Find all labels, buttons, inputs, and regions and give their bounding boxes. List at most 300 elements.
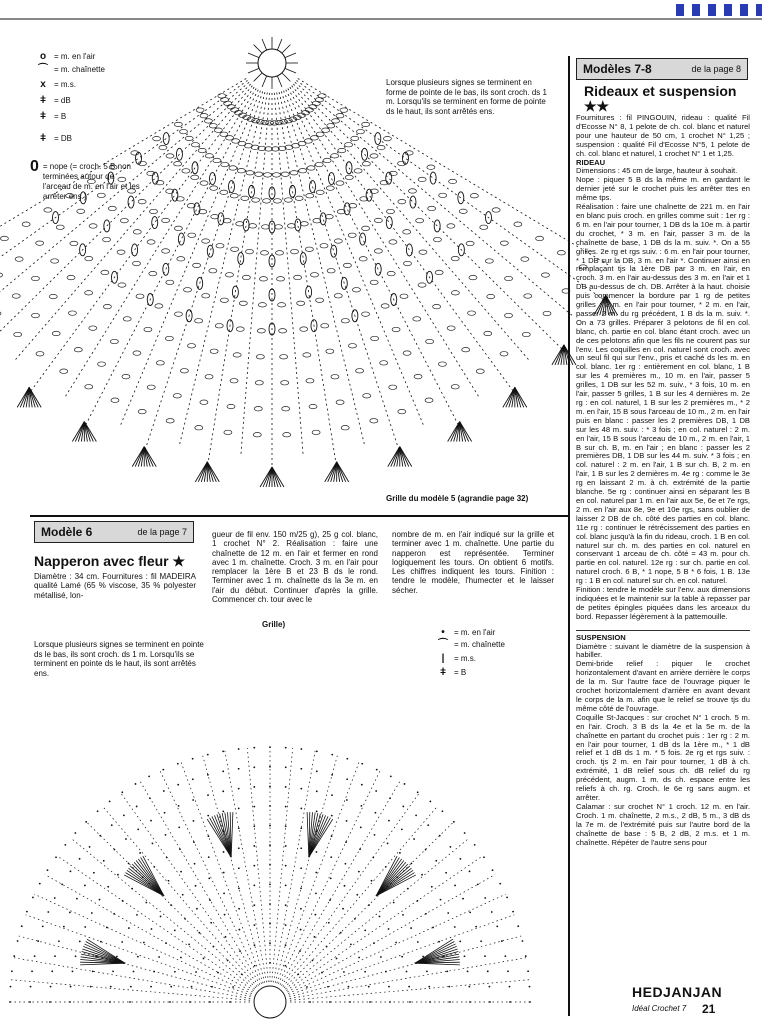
chain-dot bbox=[92, 970, 94, 972]
chain-loop bbox=[36, 241, 44, 245]
chain-dot bbox=[484, 955, 486, 957]
chain-stitch-icon: • bbox=[441, 627, 445, 638]
chain-loop bbox=[322, 128, 330, 132]
chain-dot bbox=[151, 928, 153, 930]
chain-dot bbox=[203, 958, 205, 960]
bobble-mark bbox=[410, 196, 416, 208]
chain-dot bbox=[182, 894, 184, 896]
slip-stitch-icon: ⌒ bbox=[438, 639, 448, 650]
chain-dot bbox=[192, 758, 194, 760]
chain-dot bbox=[210, 922, 212, 924]
chain-loop bbox=[67, 275, 75, 279]
chain-dot bbox=[139, 852, 141, 854]
doily-spoke bbox=[57, 856, 254, 991]
chain-dot bbox=[300, 768, 302, 770]
chain-loop bbox=[418, 177, 426, 181]
chain-loop bbox=[15, 257, 23, 261]
chain-dot bbox=[346, 778, 348, 780]
bobble-mark bbox=[238, 253, 244, 265]
chain-dot bbox=[85, 821, 87, 823]
crochet-chart-bottom bbox=[0, 627, 566, 1024]
chain-loop bbox=[191, 143, 199, 147]
chain-loop bbox=[284, 198, 292, 202]
bobble-mark bbox=[320, 213, 326, 225]
chain-dot bbox=[360, 826, 362, 828]
chain-loop bbox=[484, 331, 492, 335]
chain-dot bbox=[222, 770, 224, 772]
chain-dot bbox=[345, 863, 347, 865]
chain-loop bbox=[541, 273, 549, 277]
chain-loop bbox=[49, 294, 57, 298]
chain-loop bbox=[118, 283, 126, 287]
chain-dot bbox=[360, 805, 362, 807]
chain-dot bbox=[113, 913, 115, 915]
modele6-header bbox=[34, 521, 194, 543]
chain-loop bbox=[239, 301, 247, 305]
chain-dot bbox=[163, 790, 165, 792]
chain-dot bbox=[150, 986, 152, 988]
chain-dot bbox=[336, 958, 338, 960]
chain-loop bbox=[253, 433, 261, 437]
chain-loop bbox=[276, 251, 284, 255]
chain-dot bbox=[477, 884, 479, 886]
chain-loop bbox=[133, 230, 141, 234]
bobble-mark bbox=[172, 189, 178, 201]
chain-loop bbox=[195, 319, 203, 323]
chain-loop bbox=[273, 199, 281, 203]
chain-dot bbox=[285, 865, 287, 867]
chain-dot bbox=[13, 955, 15, 957]
chain-dot bbox=[411, 863, 413, 865]
chain-dot bbox=[346, 820, 348, 822]
chain-dot bbox=[387, 843, 389, 845]
chain-dot bbox=[454, 926, 456, 928]
chain-loop bbox=[103, 237, 111, 241]
chain-dot bbox=[269, 766, 271, 768]
chain-loop bbox=[209, 269, 217, 273]
doily-spoke bbox=[283, 807, 437, 987]
chain-loop bbox=[279, 329, 287, 333]
chain-loop bbox=[439, 193, 447, 197]
chain-dot bbox=[453, 821, 455, 823]
legend-label: = m.s. bbox=[454, 654, 477, 663]
chain-dot bbox=[253, 845, 255, 847]
chain-dot bbox=[125, 838, 127, 840]
chart-spoke bbox=[0, 79, 249, 317]
chain-loop bbox=[144, 327, 152, 331]
body-paragraph: Demi-bride relief : piquer le crochet horizontalement d'avant en arrière derrière le corps de la m. Sur l'autre face de l'ouvrage piquer le crochet horizontalement d'arrière en avant devant le corps de la m. afin que le relief se trouve tjs du même côté de l'ouvrage. bbox=[576, 659, 750, 713]
center-stitch bbox=[254, 45, 262, 53]
center-stitch bbox=[254, 73, 262, 81]
chain-loop bbox=[111, 398, 119, 402]
chain-dot bbox=[346, 799, 348, 801]
chain-loop bbox=[242, 275, 250, 279]
chain-dot bbox=[464, 832, 466, 834]
chain-dot bbox=[484, 897, 486, 899]
chain-loop bbox=[389, 385, 397, 389]
chain-loop bbox=[280, 355, 288, 359]
chain-dot bbox=[375, 790, 377, 792]
chain-dot bbox=[345, 841, 347, 843]
chain-loop bbox=[462, 347, 470, 351]
chain-dot bbox=[223, 851, 225, 853]
chain-dot bbox=[21, 925, 23, 927]
chain-loop bbox=[418, 283, 426, 287]
chain-loop bbox=[287, 224, 295, 228]
chain-dot bbox=[174, 930, 176, 932]
chain-loop bbox=[295, 196, 303, 200]
chain-dot bbox=[269, 805, 271, 807]
chain-dot bbox=[128, 863, 130, 865]
chain-loop bbox=[138, 409, 146, 413]
chain-dot bbox=[208, 835, 210, 837]
chain-loop bbox=[327, 124, 335, 128]
chain-dot bbox=[356, 894, 358, 896]
chain-dot bbox=[137, 956, 139, 958]
chain-dot bbox=[449, 1001, 451, 1003]
caption-top: Grille du modèle 5 (agrandie page 32) bbox=[386, 494, 529, 503]
chain-dot bbox=[76, 898, 78, 900]
chain-dot bbox=[368, 904, 370, 906]
modele78-title: Rideaux et suspension ★★ bbox=[584, 83, 737, 114]
chain-dot bbox=[380, 956, 382, 958]
chain-dot bbox=[189, 1001, 191, 1003]
chain-dot bbox=[354, 918, 356, 920]
chain-loop bbox=[202, 239, 210, 243]
doily-spoke bbox=[225, 751, 267, 982]
chain-dot bbox=[300, 748, 302, 750]
chain-loop bbox=[241, 196, 249, 200]
chain-dot bbox=[238, 827, 240, 829]
body-paragraph: Fournitures : fil PINGOUIN, rideau : qualité Fil d'Ecosse N° 8, 1 pelote de ch. col. blanc et naturel pour une hauteur de 50 cm, 1 crochet N° 1,25 ; suspension : qualité Fil d'Ecosse N°5, 1 pelote de ch. col. blanc et naturel, 1 crochet N° 1 et 1,25. bbox=[576, 113, 750, 158]
chain-loop bbox=[270, 121, 278, 125]
fan-stitch bbox=[132, 864, 164, 896]
chain-loop bbox=[138, 161, 146, 165]
doily-center-ring bbox=[254, 986, 286, 1018]
chain-dot bbox=[426, 971, 428, 973]
chain-dot bbox=[170, 904, 172, 906]
bobble-mark bbox=[290, 185, 296, 197]
single-crochet-icon: | bbox=[441, 653, 445, 664]
chain-loop bbox=[162, 249, 170, 253]
doily-spoke bbox=[103, 807, 257, 987]
chain-dot bbox=[106, 927, 108, 929]
chain-loop bbox=[133, 351, 141, 355]
chain-loop bbox=[188, 344, 196, 348]
chain-loop bbox=[351, 136, 359, 140]
doily-spoke bbox=[286, 856, 483, 991]
fan-stitch bbox=[376, 868, 411, 896]
chain-dot bbox=[222, 790, 224, 792]
chain-dot bbox=[121, 791, 123, 793]
doily-spoke bbox=[247, 748, 268, 982]
chain-loop bbox=[220, 132, 228, 136]
chain-dot bbox=[285, 885, 287, 887]
chain-dot bbox=[188, 943, 190, 945]
chain-loop bbox=[300, 222, 308, 226]
chain-dot bbox=[389, 797, 391, 799]
chain-loop bbox=[120, 218, 128, 222]
double-crochet-icon: ǂ bbox=[40, 111, 46, 122]
legend-label: = m. en l'air bbox=[54, 52, 96, 61]
chain-loop bbox=[87, 179, 95, 183]
chain-dot bbox=[492, 869, 494, 871]
chain-loop bbox=[149, 209, 157, 213]
chain-dot bbox=[238, 847, 240, 849]
doily-spoke bbox=[280, 781, 400, 985]
bobble-mark bbox=[232, 286, 238, 298]
chain-loop bbox=[343, 263, 351, 267]
chain-dot bbox=[410, 927, 412, 929]
chain-loop bbox=[425, 398, 433, 402]
chain-loop bbox=[109, 165, 117, 169]
chain-loop bbox=[362, 122, 370, 126]
body-paragraph: Dimensions : 45 cm de large, hauteur à souhait. bbox=[576, 166, 738, 176]
chain-loop bbox=[153, 136, 161, 140]
chain-dot bbox=[328, 922, 330, 924]
chain-loop bbox=[272, 173, 280, 177]
chain-dot bbox=[432, 927, 434, 929]
chain-loop bbox=[133, 261, 141, 265]
chain-dot bbox=[58, 940, 60, 942]
chain-dot bbox=[238, 908, 240, 910]
chain-dot bbox=[169, 1001, 171, 1003]
chain-loop bbox=[323, 158, 331, 162]
chain-dot bbox=[401, 829, 403, 831]
chain-loop bbox=[383, 136, 391, 140]
chain-loop bbox=[118, 177, 126, 181]
top-edge-line bbox=[0, 18, 762, 20]
chain-dot bbox=[130, 986, 132, 988]
chain-dot bbox=[54, 897, 56, 899]
chain-dot bbox=[314, 914, 316, 916]
chain-loop bbox=[277, 277, 285, 281]
legend-label: = m. chaînette bbox=[454, 640, 505, 649]
chain-dot bbox=[415, 815, 417, 817]
chain-dot bbox=[316, 750, 318, 752]
chain-dot bbox=[269, 746, 271, 748]
chain-dot bbox=[164, 812, 166, 814]
chain-dot bbox=[90, 986, 92, 988]
chain-loop bbox=[255, 381, 263, 385]
chain-dot bbox=[195, 971, 197, 973]
chain-loop bbox=[307, 166, 315, 170]
chain-dot bbox=[285, 924, 287, 926]
chain-dot bbox=[373, 942, 375, 944]
fan-spokes bbox=[0, 78, 611, 476]
chain-dot bbox=[361, 763, 363, 765]
chain-loop bbox=[196, 108, 204, 112]
chain-dot bbox=[253, 825, 255, 827]
chain-loop bbox=[345, 175, 353, 179]
bobble-mark bbox=[295, 219, 301, 231]
chain-loop bbox=[205, 154, 213, 158]
center-stitch bbox=[248, 53, 259, 58]
chain-dot bbox=[504, 955, 506, 957]
chain-loop bbox=[505, 276, 513, 280]
chain-loop bbox=[362, 312, 370, 316]
chain-dot bbox=[222, 811, 224, 813]
chain-loop bbox=[117, 250, 125, 254]
fan-stitch bbox=[376, 870, 413, 896]
bobble-mark bbox=[243, 219, 249, 231]
chain-dot bbox=[371, 880, 373, 882]
chain-dot bbox=[300, 888, 302, 890]
chain-dot bbox=[74, 832, 76, 834]
section-divider-middle bbox=[30, 515, 568, 517]
chain-dot bbox=[460, 858, 462, 860]
chain-dot bbox=[395, 942, 397, 944]
chain-dot bbox=[193, 820, 195, 822]
chain-dot bbox=[128, 927, 130, 929]
chain-loop bbox=[225, 273, 233, 277]
chain-loop bbox=[341, 319, 349, 323]
chain-dot bbox=[343, 971, 345, 973]
chain-dot bbox=[195, 885, 197, 887]
chain-dot bbox=[299, 950, 301, 952]
chain-loop bbox=[174, 226, 182, 230]
chain-loop bbox=[290, 171, 298, 175]
chain-dot bbox=[329, 899, 331, 901]
chain-loop bbox=[408, 189, 416, 193]
chain-dot bbox=[358, 957, 360, 959]
chain-dot bbox=[285, 904, 287, 906]
chain-dot bbox=[525, 955, 527, 957]
chain-dot bbox=[489, 1001, 491, 1003]
chain-dot bbox=[49, 1001, 51, 1003]
chain-loop bbox=[492, 208, 500, 212]
chain-loop bbox=[338, 148, 346, 152]
chain-dot bbox=[300, 867, 302, 869]
chain-dot bbox=[297, 973, 299, 975]
chain-loop bbox=[51, 259, 59, 263]
chain-loop bbox=[400, 294, 408, 298]
corner-checker-decoration bbox=[676, 4, 762, 16]
doily-spoke bbox=[160, 771, 261, 984]
chain-loop bbox=[438, 362, 446, 366]
chain-dot bbox=[314, 936, 316, 938]
chain-dot bbox=[408, 986, 410, 988]
chain-dot bbox=[468, 986, 470, 988]
chain-dot bbox=[149, 1001, 151, 1003]
chain-dot bbox=[331, 815, 333, 817]
chain-dot bbox=[31, 970, 33, 972]
chain-dot bbox=[417, 791, 419, 793]
chain-dot bbox=[390, 775, 392, 777]
doily-spoke bbox=[288, 894, 506, 993]
chain-dot bbox=[459, 941, 461, 943]
chain-loop bbox=[312, 430, 320, 434]
chain-dot bbox=[404, 783, 406, 785]
chain-dot bbox=[496, 925, 498, 927]
chain-dot bbox=[269, 864, 271, 866]
chain-dot bbox=[331, 754, 333, 756]
chain-loop bbox=[173, 394, 181, 398]
chain-loop bbox=[122, 374, 130, 378]
chain-dot bbox=[136, 914, 138, 916]
chain-dot bbox=[438, 941, 440, 943]
chain-dot bbox=[29, 1001, 31, 1003]
legend-label: = m. chaînette bbox=[54, 65, 105, 74]
chain-loop bbox=[193, 263, 201, 267]
chain-loop bbox=[381, 304, 389, 308]
chain-dot bbox=[117, 874, 119, 876]
chain-loop bbox=[198, 148, 206, 152]
chain-dot bbox=[269, 825, 271, 827]
chain-dot bbox=[527, 970, 529, 972]
chain-dot bbox=[111, 824, 113, 826]
chain-dot bbox=[399, 852, 401, 854]
chain-dot bbox=[359, 848, 361, 850]
chain-loop bbox=[357, 129, 365, 133]
chain-dot bbox=[331, 835, 333, 837]
chain-dot bbox=[529, 1001, 531, 1003]
chain-loop bbox=[281, 381, 289, 385]
chain-dot bbox=[300, 808, 302, 810]
chain-loop bbox=[505, 313, 513, 317]
chain-dot bbox=[116, 956, 118, 958]
chain-dot bbox=[431, 886, 433, 888]
chain-loop bbox=[0, 311, 1, 315]
chain-dot bbox=[442, 810, 444, 812]
chain-dot bbox=[114, 849, 116, 851]
chain-dot bbox=[166, 857, 168, 859]
bobble-mark bbox=[386, 172, 392, 184]
chain-loop bbox=[166, 154, 174, 158]
fan-stitch bbox=[376, 864, 408, 896]
chain-dot bbox=[91, 912, 93, 914]
chain-dot bbox=[425, 849, 427, 851]
chain-dot bbox=[17, 940, 19, 942]
chain-loop bbox=[74, 347, 82, 351]
chain-loop bbox=[214, 128, 222, 132]
chain-loop bbox=[230, 194, 238, 198]
legend-label: = DB bbox=[54, 134, 73, 143]
chain-loop bbox=[85, 256, 93, 260]
chain-dot bbox=[489, 986, 491, 988]
modele6-col3: nombre de m. en l'air indiqué sur la grille et terminer avec 1 m. chaînette. Une partie du napperon est représentée. Terminer logiquement les tours. On obtient 6 motifs. Les chiffres indiquent les tours. Finition : tendre le modèle, l'humecter et le laisser sécher. bbox=[392, 530, 554, 595]
chain-dot bbox=[321, 972, 323, 974]
chain-loop bbox=[31, 313, 39, 317]
chain-loop bbox=[426, 339, 434, 343]
chain-dot bbox=[487, 970, 489, 972]
chain-dot bbox=[331, 774, 333, 776]
chain-dot bbox=[209, 899, 211, 901]
chain-dot bbox=[227, 960, 229, 962]
grille-label: Grille) bbox=[262, 620, 286, 629]
chain-dot bbox=[509, 1001, 511, 1003]
chain-loop bbox=[332, 119, 340, 123]
chain-loop bbox=[303, 353, 311, 357]
chain-dot bbox=[89, 1001, 91, 1003]
chain-loop bbox=[165, 336, 173, 340]
chain-loop bbox=[255, 172, 263, 176]
chain-dot bbox=[148, 775, 150, 777]
chain-dot bbox=[440, 899, 442, 901]
chain-dot bbox=[70, 986, 72, 988]
chain-dot bbox=[70, 870, 72, 872]
chain-dot bbox=[330, 877, 332, 879]
chain-dot bbox=[269, 962, 271, 964]
chain-loop bbox=[278, 303, 286, 307]
chain-dot bbox=[512, 911, 514, 913]
chain-dot bbox=[469, 1001, 471, 1003]
chain-dot bbox=[253, 806, 255, 808]
note-bottom: Lorsque plusieurs signes se terminent en pointe ds le bas, ils sont croch. ds 1 m. Lorsqu'ils se terminent en pointe ds le haut, ils sont arrêtés ens. bbox=[34, 640, 204, 678]
doily-spoke bbox=[290, 958, 526, 999]
chain-loop bbox=[200, 400, 208, 404]
chain-dot bbox=[348, 986, 350, 988]
